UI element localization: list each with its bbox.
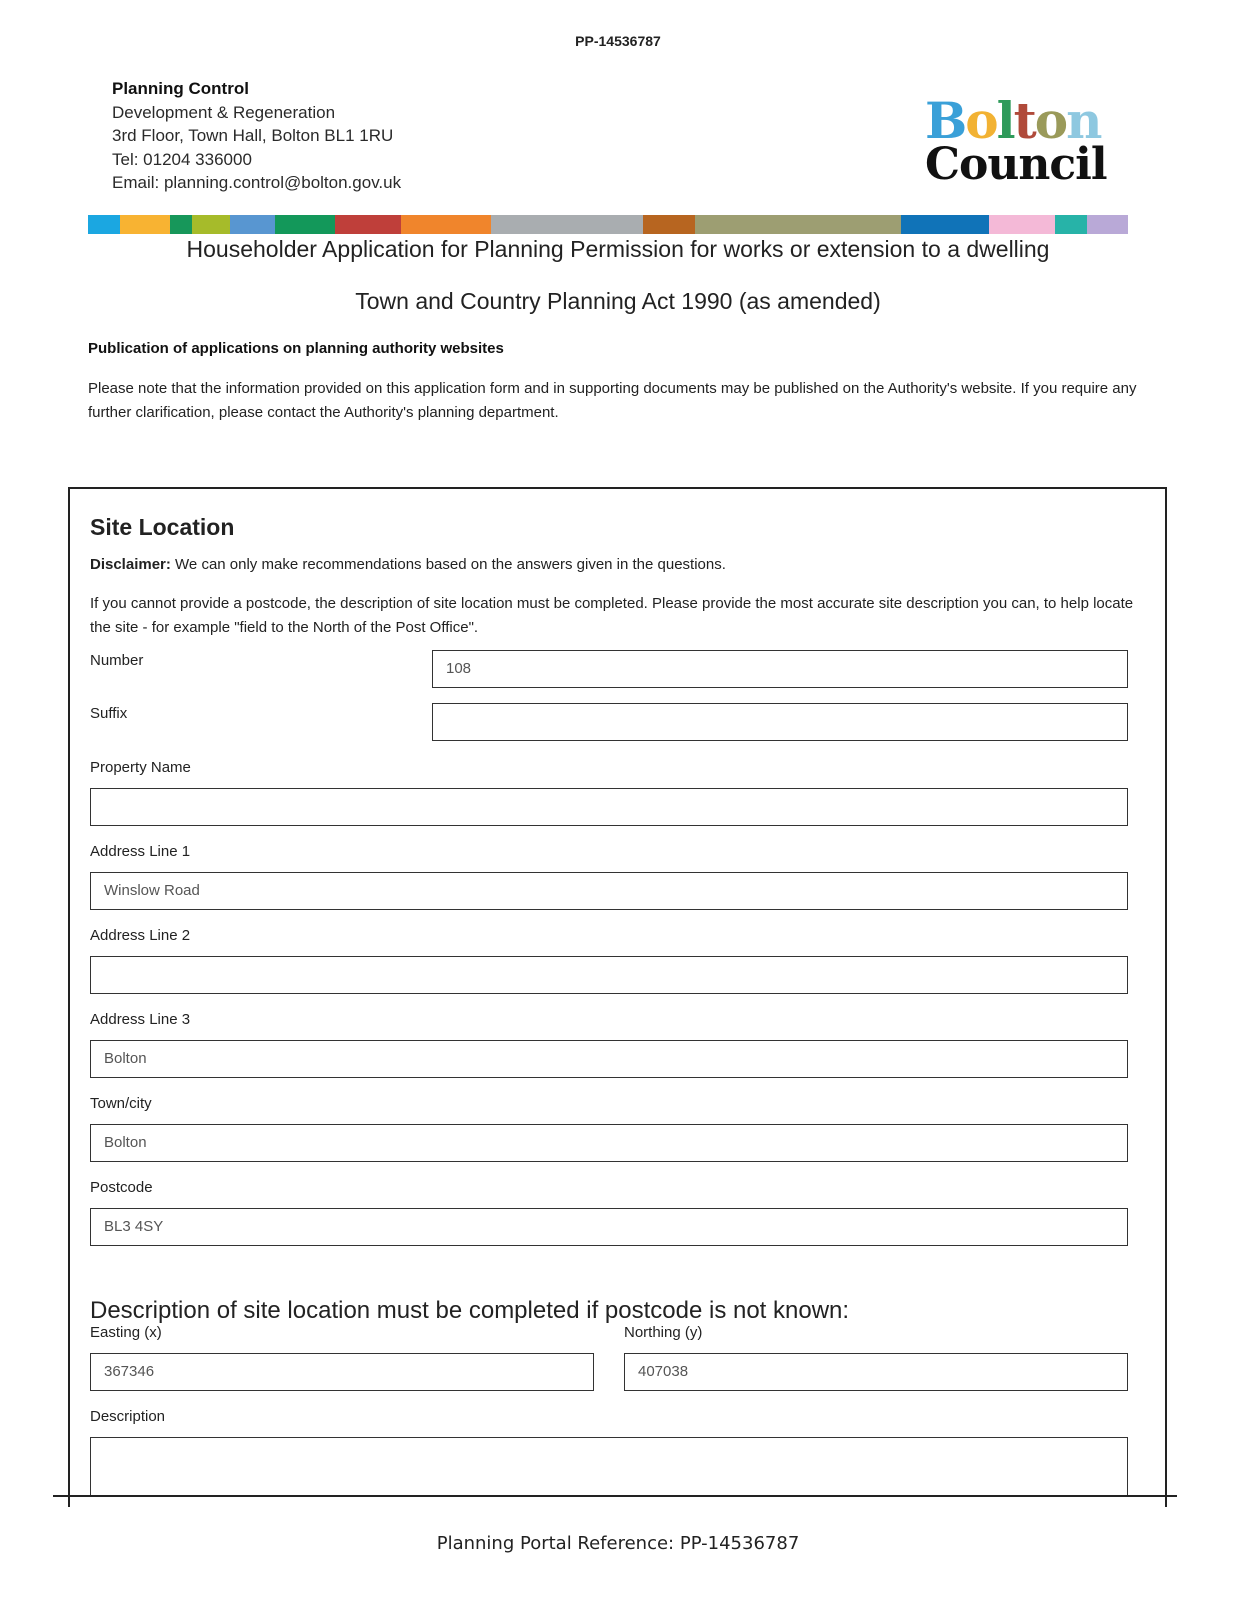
- council-address: [112, 77, 401, 195]
- northing-field[interactable]: 407038: [624, 1353, 1128, 1391]
- form-title: Householder Application for Planning Permission for works or extension to a dwelling: [186, 236, 1050, 262]
- property-name-label: Property Name: [90, 759, 191, 776]
- colour-stripe-bar: [88, 215, 1148, 234]
- disclaimer-label: Disclaimer:: [90, 556, 171, 573]
- logo-letter: o: [965, 91, 997, 150]
- address-street: 3rd Floor, Town Hall, Bolton BL1 1RU: [112, 126, 394, 145]
- colour-stripe-segment: [1055, 215, 1087, 234]
- town-city-label: Town/city: [90, 1095, 152, 1112]
- publication-notice: Please note that the information provided on this application form and in supporting documents may be published on the Authority's website. If you require any further clarification, please contact the Authority's planning department.: [88, 380, 1137, 421]
- suffix-label: Suffix: [90, 705, 128, 722]
- colour-stripe-segment: [335, 215, 401, 234]
- colour-stripe-segment: [401, 215, 491, 234]
- logo-word-council: Council: [925, 139, 1107, 190]
- address-line-1-field[interactable]: Winslow Road: [90, 872, 1128, 910]
- description-field[interactable]: [90, 1437, 1128, 1495]
- colour-stripe-segment: [491, 215, 643, 234]
- colour-stripe-segment: [989, 215, 1055, 234]
- easting-label: Easting (x): [90, 1324, 162, 1341]
- colour-stripe-segment: [1087, 215, 1128, 234]
- suffix-field[interactable]: [432, 703, 1128, 741]
- address-org: Planning Control: [112, 79, 249, 98]
- number-label: Number: [90, 652, 144, 669]
- disclaimer: [90, 556, 726, 573]
- colour-stripe-segment: [170, 215, 192, 234]
- northing-label: Northing (y): [624, 1324, 703, 1341]
- number-field[interactable]: 108: [432, 650, 1128, 688]
- property-name-field[interactable]: [90, 788, 1128, 826]
- document-reference: PP-14536787: [575, 33, 661, 49]
- address-line-2-field[interactable]: [90, 956, 1128, 994]
- address-line-2-label: Address Line 2: [90, 927, 191, 944]
- description-label: Description: [90, 1408, 166, 1425]
- form-subtitle: Town and Country Planning Act 1990 (as amended): [355, 288, 881, 314]
- section-title: Site Location: [90, 514, 235, 540]
- colour-stripe-segment: [275, 215, 335, 234]
- colour-stripe-segment: [695, 215, 901, 234]
- colour-stripe-segment: [901, 215, 989, 234]
- postcode-field[interactable]: BL3 4SY: [90, 1208, 1128, 1246]
- description-heading: Description of site location must be completed if postcode is not known:: [90, 1297, 850, 1324]
- address-line-1-label: Address Line 1: [90, 843, 191, 860]
- address-line-3-label: Address Line 3: [90, 1011, 191, 1028]
- colour-stripe-segment: [192, 215, 230, 234]
- address-email: Email: planning.control@bolton.gov.uk: [112, 173, 402, 192]
- address-line-3-field[interactable]: Bolton: [90, 1040, 1128, 1078]
- logo-letter: B: [925, 91, 966, 150]
- disclaimer-text: We can only make recommendations based on the answers given in the questions.: [170, 556, 726, 573]
- logo-letter: o: [1034, 91, 1067, 150]
- logo-letter: t: [1013, 91, 1035, 150]
- colour-stripe-segment: [643, 215, 695, 234]
- colour-stripe-segment: [230, 215, 275, 234]
- colour-stripe-segment: [120, 215, 170, 234]
- footer-reference: Planning Portal Reference: PP-14536787: [436, 1533, 800, 1554]
- logo-letter: n: [1066, 91, 1101, 150]
- bolton-council-logo: [925, 91, 1125, 192]
- town-city-field[interactable]: Bolton: [90, 1124, 1128, 1162]
- logo-letter: l: [996, 91, 1014, 150]
- colour-stripe-segment: [88, 215, 120, 234]
- address-tel: Tel: 01204 336000: [112, 149, 252, 169]
- publication-heading: Publication of applications on planning authority websites: [88, 340, 504, 357]
- postcode-label: Postcode: [90, 1179, 153, 1196]
- postcode-note: If you cannot provide a postcode, the description of site location must be completed. Please provide the most accurate site description you can, to help locate the site - for example "field to the North of the Post Office".: [90, 595, 1134, 636]
- address-dept: Development & Regeneration: [112, 102, 336, 122]
- page-bottom-rule: [53, 1495, 1177, 1497]
- easting-field[interactable]: 367346: [90, 1353, 594, 1391]
